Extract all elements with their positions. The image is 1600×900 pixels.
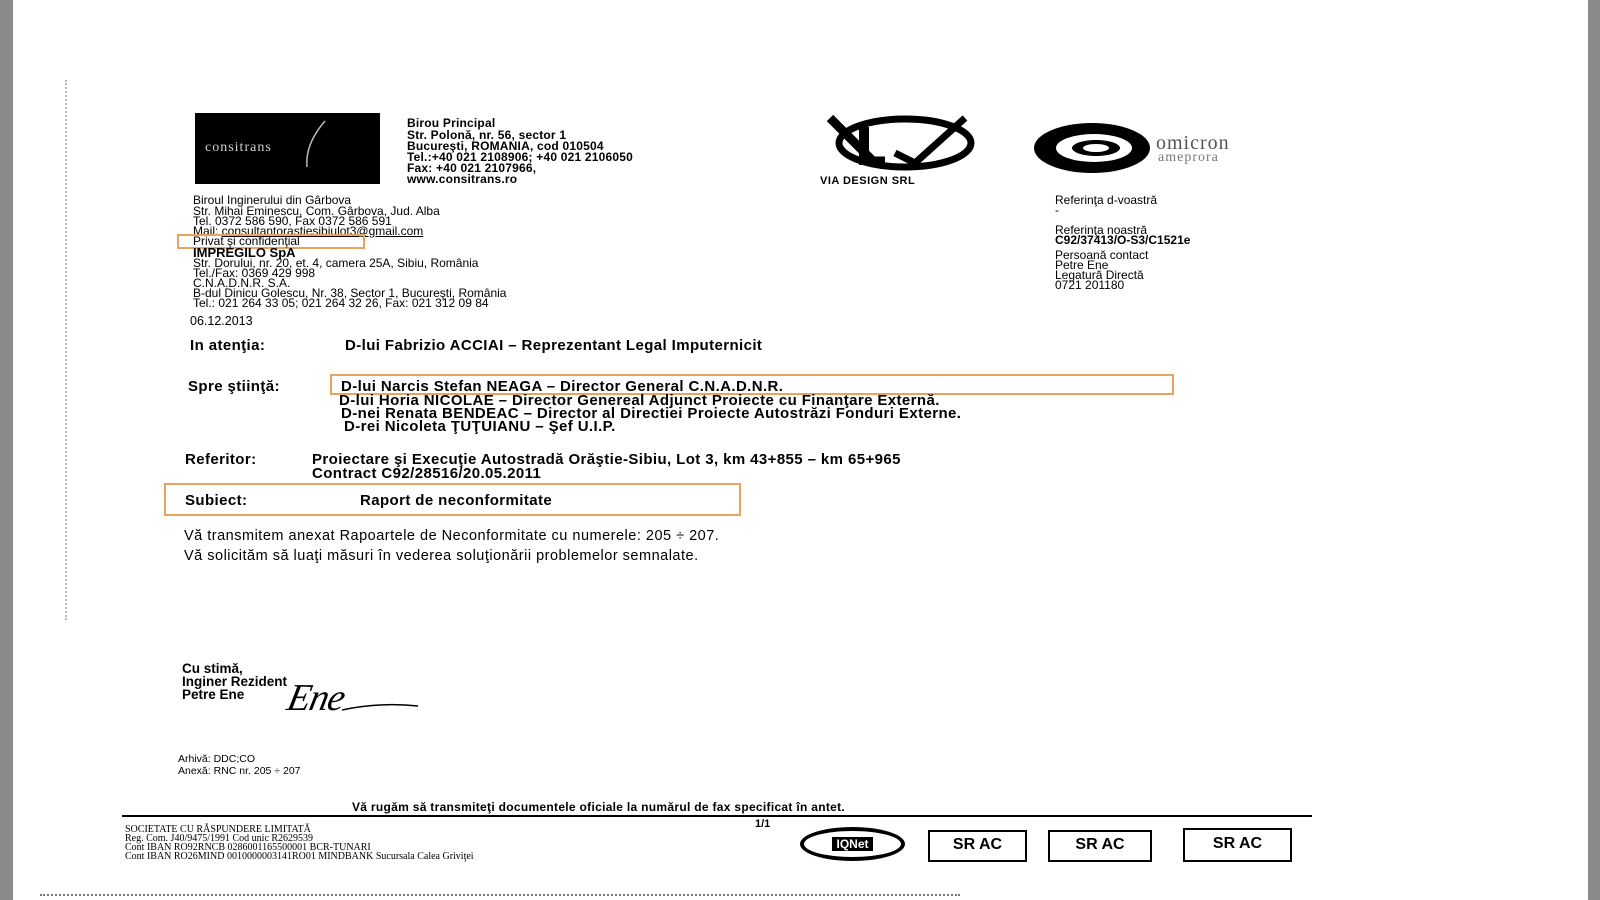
closing-name: Petre Ene	[182, 687, 245, 702]
main-office-line-4: Fax: +40 021 2107966,	[407, 161, 537, 175]
annex-line: Anexă: RNC nr. 205 ÷ 207	[178, 765, 301, 777]
direct-line-value: 0721 201180	[1055, 278, 1125, 292]
your-ref-value: -	[1055, 203, 1059, 217]
regarding-line-1: Proiectare şi Execuţie Autostradă Orăştie-Sibiu, Lot 3, km 43+855 – km 65+965	[312, 451, 901, 468]
srac-label-2: SR AC	[1075, 836, 1125, 853]
contact-value: Petre Ene	[1055, 258, 1109, 272]
body-line-2: Vă solicităm să luaţi măsuri în vederea soluţionării problemelor semnalate.	[184, 548, 699, 564]
recipient-line-4: B-dul Dinicu Golescu, Nr. 38, Sector 1, Bucureşti, România	[193, 286, 507, 300]
footer-line-4: Cont IBAN RO26MIND 0010000003141RO01 MINDBANK Sucursala Calea Griviţei	[125, 851, 474, 862]
regarding-label: Referitor:	[185, 451, 257, 468]
via-design-label: VIA DESIGN SRL	[820, 175, 916, 187]
srac-cert-mark-3	[1183, 828, 1292, 862]
main-office-website: www.consitrans.ro	[407, 172, 518, 186]
our-ref-label: Referinţa noastră	[1055, 223, 1148, 237]
footer-line-3: Cont IBAN RO92RNCB 0286001165500001 BCR-TUNARI	[125, 842, 371, 853]
main-office-line-3: Tel.:+40 021 2108906; +40 021 2106050	[407, 150, 634, 164]
consitrans-logo: consitrans	[195, 113, 380, 184]
site-office-line-3: Tel. 0372 586 590, Fax 0372 586 591	[193, 214, 392, 228]
right-viewer-edge	[1588, 0, 1600, 900]
closing-regards: Cu stimă,	[182, 661, 243, 676]
regarding-line-2: Contract C92/28516/20.05.2011	[312, 465, 542, 482]
margin-scan-line	[65, 80, 69, 620]
letter-date: 06.12.2013	[190, 314, 253, 328]
recipient-name: IMPREGILO SpA	[193, 245, 296, 260]
cc-label: Spre ştiinţă:	[188, 378, 280, 395]
mail-label: Mail:	[193, 224, 222, 238]
srac-cert-mark-2	[1048, 830, 1152, 862]
cc-line-2: D-lui Horia NICOLAE – Director Genereal Adjunct Proiecte cu Finanţare Externă.	[339, 392, 940, 409]
archive-line: Arhivă: DDC;CO	[178, 753, 256, 765]
signature-tail-stroke	[340, 700, 420, 720]
cc-line-4: D-rei Nicoleta ŢUŢUIANU – Şef U.I.P.	[344, 418, 616, 435]
fax-note: Vă rugăm să transmiteţi documentele oficiale la numărul de fax specificat în antet.	[352, 800, 846, 814]
cc-line-3: D-nei Renata BENDEAC – Director al Directiei Proiecte Autostrăzi Fonduri Externe.	[341, 405, 962, 422]
bottom-scan-artifact	[40, 894, 960, 899]
recipient-line-3: C.N.A.D.N.R. S.A.	[193, 276, 291, 290]
logo-swoosh-icon	[295, 119, 335, 169]
attention-value: D-lui Fabrizio ACCIAI – Reprezentant Legal Imputernicit	[345, 337, 763, 354]
iqnet-label: IQNet	[832, 837, 872, 851]
srac-label-3: SR AC	[1212, 835, 1263, 852]
contact-label: Persoană contact	[1055, 248, 1149, 262]
your-ref-label: Referinţa d-voastră	[1055, 193, 1158, 207]
main-office-line-2: Bucureşti, ROMANIA, cod 010504	[407, 139, 604, 153]
direct-line-label: Legatură Directă	[1055, 268, 1144, 282]
main-office-title: Birou Principal	[407, 116, 496, 130]
left-viewer-edge	[0, 0, 13, 900]
closing-role: Inginer Rezident	[182, 674, 288, 689]
iqnet-cert-mark	[800, 827, 905, 861]
main-office-line-1: Str. Polonă, nr. 56, sector 1	[407, 128, 567, 142]
footer-divider	[122, 815, 1312, 817]
recipient-line-2: Tel./Fax: 0369 429 998	[193, 266, 316, 280]
attention-label: In atenţia:	[190, 337, 266, 354]
subject-value: Raport de neconformitate	[360, 492, 553, 509]
site-office-line-2: Str. Mihai Eminescu, Com. Gârbova, Jud. Alba	[193, 204, 440, 218]
cc-line-1: D-lui Narcis Stefan NEAGA – Director General C.N.A.D.N.R.	[341, 378, 784, 395]
subject-label: Subiect:	[185, 492, 248, 509]
omicron-subtitle: ameprora	[1158, 150, 1219, 165]
footer-line-1: SOCIETATE CU RĂSPUNDERE LIMITATĂ	[125, 824, 311, 835]
our-ref-value: C92/37413/O-S3/C1521e	[1055, 233, 1191, 247]
srac-cert-mark-1	[928, 830, 1027, 862]
recipient-line-5: Tel.: 021 264 33 05; 021 264 32 26, Fax: 021 312 09 84	[193, 296, 489, 310]
site-office-line-1: Biroul Inginerului din Gârbova	[193, 193, 352, 207]
confidential-label: Privat şi confidenţial	[193, 234, 300, 248]
page-number: 1/1	[755, 818, 771, 830]
handwritten-signature: Ene	[283, 677, 349, 719]
omicron-wordmark: omicron	[1156, 132, 1230, 154]
footer-line-2: Reg. Com. J40/9475/1991 Cod unic R2629539	[125, 833, 314, 844]
omicron-logo-icon	[1030, 118, 1160, 178]
recipient-line-1: Str. Dorului, nr. 20, et. 4, camera 25A, Sibiu, România	[193, 256, 479, 270]
srac-label-1: SR AC	[952, 836, 1003, 853]
body-line-1: Vă transmitem anexat Rapoartele de Neconformitate cu numerele: 205 ÷ 207.	[184, 528, 720, 544]
mail-link[interactable]: consultantorastiesibiulot3@gmail.com	[221, 224, 424, 238]
via-design-logo-icon	[815, 113, 990, 175]
